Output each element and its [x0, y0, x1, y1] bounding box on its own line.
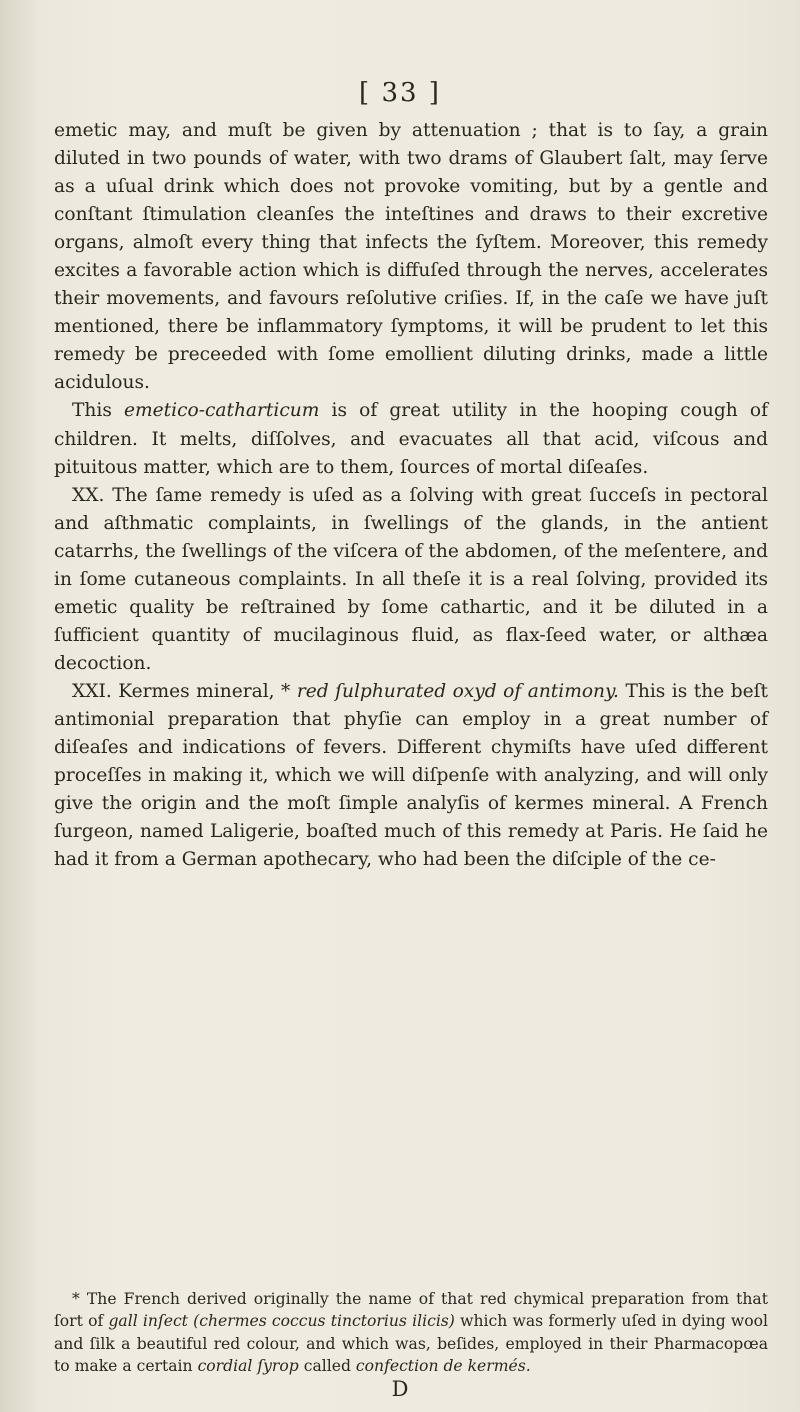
paragraph-1: emetic may, and muſt be given by attenuation ; that is to ſay, a grain diluted in two pounds of water, with two drams of Glaubert ſalt, may ſerve as a uſual drink which does not provoke vomiting, but by a gentle and conſtant ſtimulation cleanſes the inteſtines and draws to their excretive organs, almoſt every thing that infects the ſyſtem. Moreover, this remedy excites a favorable action which is diffuſed through the nerves, accelerates their movements, and favours reſolutive criſies. If, in the caſe we have juſt mentioned, there be inflammatory ſymptoms, it will be prudent to let this remedy be preceeded with ſome emollient diluting drinks, made a little acidulous. [54, 120, 768, 394]
page-number-header: [ 33 ] [359, 78, 441, 108]
latin-term: emetico-catharticum [124, 400, 320, 422]
paragraph-section-xx: XX. The ſame remedy is uſed as a ſolving with great ſucceſs in pectoral and aſthmatic complaints, in ſwellings of the glands, in the antient catarrhs, the ſwellings of the viſcera of the abdomen, of the meſentere, and in ſome cutaneous complaints. In all theſe it is a real ſolving, provided its emetic quality be reſtrained by ſome cathartic, and it be diluted in a ſufficient quantity of mucilaginous fluid, as flax-ſeed water, or althæa decoction. [54, 484, 768, 674]
paragraph-2: This emetico-catharticum is of great utility in the hooping cough of children. It melts, diſſolves, and evacuates all that acid, viſcous and pituitous matter, which are to them, ſources of mortal diſeaſes. [54, 400, 768, 478]
main-text [54, 117, 768, 874]
signature-mark: D [391, 1377, 409, 1401]
chemical-name: red ſulphurated oxyd of antimony. [296, 680, 619, 702]
footnote: * The French derived originally the name of that red chymical preparation from that ſort of gall inſect (chermes coccus tinctorius ilicis) which was formerly uſed in dying wool and ſilk a beautiful red colour, and which was, beſides, employed in their Pharmacopœa to make a certain cordial ſyrop called confection de kermés. [54, 1290, 768, 1376]
paragraph-section-xxi: XXI. Kermes mineral, * red ſulphurated oxyd of antimony. This is the beſt antimonial preparation that phyſie can employ in a great number of diſeaſes and indications of fevers. Different chymiſts have uſed different proceſſes in making it, which we will diſpenſe with analyzing, and will only give the origin and the moſt ſimple analyſis of kermes mineral. A French ſurgeon, named Laligerie, boaſted much of this remedy at Paris. He ſaid he had it from a German apothecary, who had been the diſciple of the ce- [54, 680, 768, 871]
